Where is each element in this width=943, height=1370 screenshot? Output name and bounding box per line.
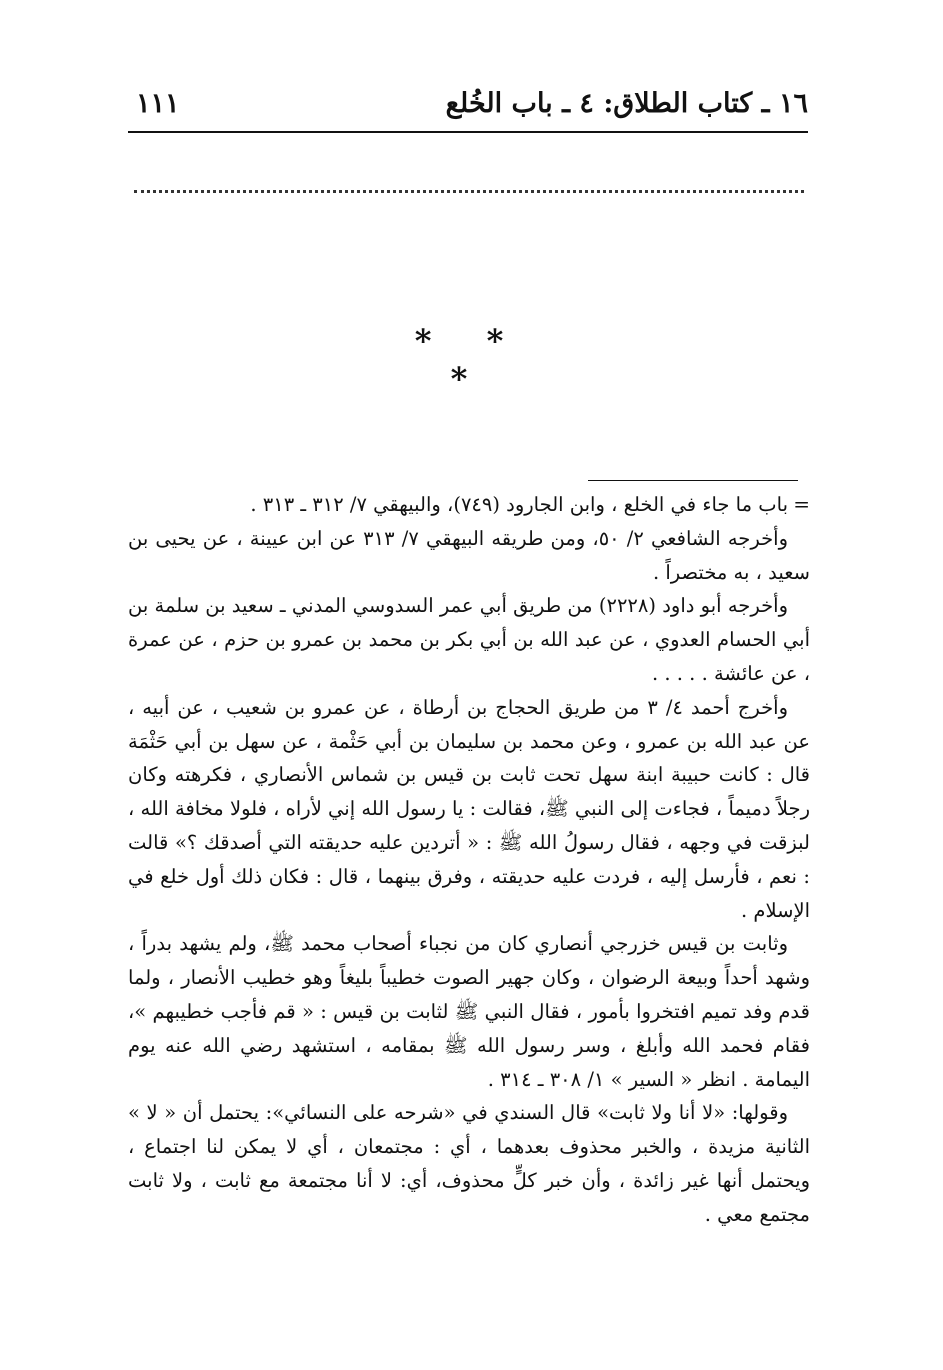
section-separator: * * * (414, 322, 526, 398)
page-number: ١١١ (136, 88, 180, 119)
continuation-mark: = (793, 492, 810, 516)
chapter-title: ١٦ ـ كتاب الطلاق: ٤ ـ باب الخُلع (445, 88, 808, 119)
footnote-paragraph: وأخرج أحمد ٤/ ٣ من طريق الحجاج بن أرطاة ، عن عمرو بن شعيب ، عن أبيه ، عن عبد الله بن عمرو ، وعن محمد بن سليمان بن أبي حَثْمة ، عن سهل بن أبي حَثْمَة قال : كانت حبيبة ابنة سهل تحت ثابت بن قيس بن شماس الأنصاري ، فكرهته وكان رجلاً دميماً ، فجاءت إلى النبي ﷺ، فقالت : يا رسول الله إني لأراه ، فلولا مخافة الله ، لبزقت في وجهه ، فقال رسولُ الله ﷺ : « أتردين عليه حديقته التي أصدقك ؟» قالت : نعم ، فأرسل إليه ، فردت عليه حديقته ، وفرق بينهما ، قال : فكان ذلك أول خلع في الإسلام . (128, 695, 810, 922)
footnote-paragraph: وأخرجه الشافعي ٢/ ٥٠، ومن طريقه البيهقي ٧/ ٣١٣ عن ابن عيينة ، عن يحيى بن سعيد ، به مختصراً . (128, 526, 810, 584)
footnote-paragraph: وقولها: «لا أنا ولا ثابت» قال السندي في «شرحه على النسائي»: يحتمل أن « لا » الثانية مزيدة ، والخبر محذوف بعدهما ، أي : مجتمعان ، أي لا يمكن لنا اجتماع ، ويحتمل أنها غير زائدة ، وأن خبر كلٍّ محذوف، أي: لا أنا مجتمعة مع ثابت ، ولا ثابت مجتمع معي . (128, 1101, 810, 1226)
footnote-paragraph: وأخرجه أبو داود (٢٢٢٨) من طريق أبي عمر السدوسي المدني ـ سعيد بن سلمة بن أبي الحسام العدوي ، عن عبد الله بن أبي بكر بن محمد بن عمرو بن حزم ، عن عمرة ، عن عائشة . . . . . (128, 594, 810, 685)
footnote-rule (588, 480, 798, 481)
footnote-paragraph (128, 488, 810, 522)
dotted-line (134, 190, 804, 193)
footnotes (128, 488, 810, 1232)
footnote-paragraph: وثابت بن قيس خزرجي أنصاري كان من نجباء أصحاب محمد ﷺ، ولم يشهد بدراً ، وشهد أحداً وبيعة الرضوان ، وكان جهير الصوت خطيباً بليغاً وهو خطيب الأنصار ، ولما قدم وفد تميم افتخروا بأمور ، فقال النبي ﷺ لثابت بن قيس : « قم فأجب خطيبهم »، فقام فحمد الله وأبلغ ، وسر رسول الله ﷺ بمقامه ، استشهد رضي الله عنه يوم اليمامة . انظر « السير » ١/ ٣٠٨ ـ ٣١٤ . (128, 932, 810, 1091)
header-rule (128, 131, 808, 133)
footnote-text: باب ما جاء في الخلع ، وابن الجارود (٧٤٩)، والبيهقي ٧/ ٣١٢ ـ ٣١٣ . (250, 493, 788, 516)
running-header (128, 88, 808, 128)
